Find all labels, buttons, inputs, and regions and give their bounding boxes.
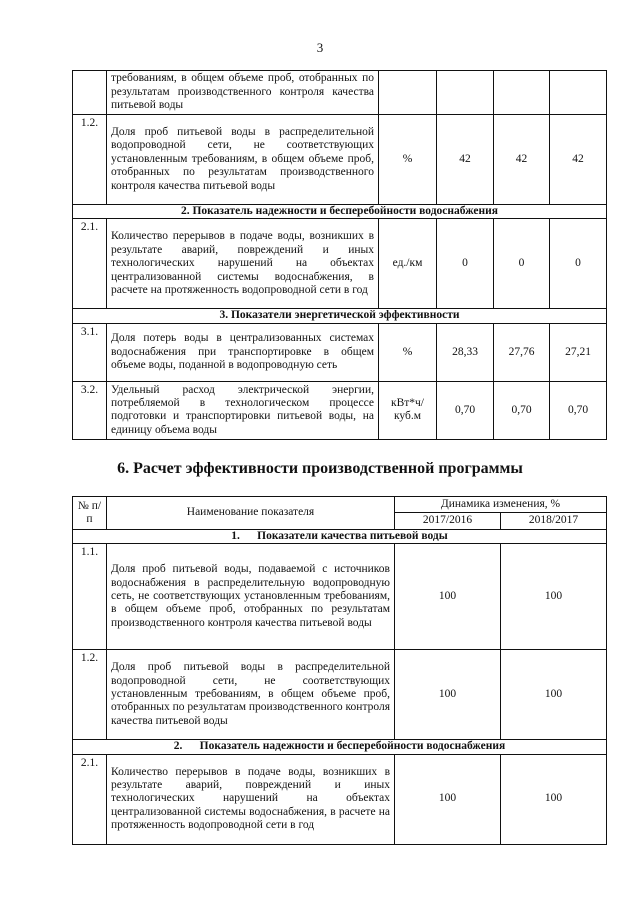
row-number: 1.1.: [73, 544, 107, 650]
header-number: № п/п: [73, 497, 107, 530]
row-description: Удельный расход электрической энергии, потребляемой в технологическом процессе подготовки и транспортировки питьевой воды, на единицу объема воды: [107, 381, 379, 439]
section-row: [73, 529, 607, 543]
table-row: [73, 71, 607, 115]
row-value-2: 0: [494, 219, 550, 309]
row-description: Доля потерь воды в централизованных системах водоснабжения при транспортировке в общем объеме воды, поданной в водопроводную сеть: [107, 323, 379, 381]
row-value-2: 0,70: [494, 381, 550, 439]
table-row: [73, 219, 607, 309]
indicators-table: [72, 70, 607, 440]
row-unit: кВт*ч/ куб.м: [379, 381, 437, 439]
row-value-3: 27,21: [550, 323, 607, 381]
row-description: Доля проб питьевой воды, подаваемой с источников водоснабжения в распределительную водопроводную сеть, не соответствующих установленным требованиям, в общем объеме проб, отобранных по результатам производственного контроля качества питьевой воды: [107, 544, 395, 650]
row-value-1: 0,70: [437, 381, 494, 439]
row-value-2: [494, 71, 550, 115]
row-number: 2.1.: [73, 219, 107, 309]
row-value-1: 0: [437, 219, 494, 309]
row-value-3: [550, 71, 607, 115]
row-value-3: 42: [550, 115, 607, 205]
row-unit: [379, 71, 437, 115]
row-value-1: 100: [395, 754, 501, 844]
row-value-1: 28,33: [437, 323, 494, 381]
page-number: 3: [316, 40, 324, 55]
header-dynamics: Динамика изменения, %: [395, 497, 607, 513]
row-value-2: 100: [501, 544, 607, 650]
section-heading: 1. Показатели качества питьевой воды: [73, 529, 607, 543]
header-period-1: 2017/2016: [395, 513, 501, 529]
row-value-1: 100: [395, 544, 501, 650]
row-value-1: 100: [395, 650, 501, 740]
section-row: [73, 309, 607, 323]
header-row: [73, 497, 607, 513]
section-row: [73, 740, 607, 754]
row-unit: ед./км: [379, 219, 437, 309]
row-description: Количество перерывов в подаче воды, возникших в результате аварий, повреждений и иных технологических нарушений на объектах централизованной системы водоснабжения, в расчете на протяженность водопроводной сети в год: [107, 754, 395, 844]
row-description: Доля проб питьевой воды в распределительной водопроводной сети, не соответствующих установленным требованиям, в общем объеме проб, отобранных по результатам производственного контроля качества питьевой воды: [107, 115, 379, 205]
table-row: [73, 381, 607, 439]
row-number: 1.2.: [73, 115, 107, 205]
table-row: [73, 544, 607, 650]
row-value-3: 0: [550, 219, 607, 309]
section-row: [73, 205, 607, 219]
table-row: [73, 323, 607, 381]
row-description: Количество перерывов в подаче воды, возникших в результате аварий, повреждений и иных технологических нарушений на объектах централизованной системы водоснабжения, в расчете на протяженность водопроводной сети в год: [107, 219, 379, 309]
row-value-1: [437, 71, 494, 115]
row-number: 1.2.: [73, 650, 107, 740]
row-value-2: 100: [501, 650, 607, 740]
row-number: 3.2.: [73, 381, 107, 439]
row-number: [73, 71, 107, 115]
row-value-2: 27,76: [494, 323, 550, 381]
row-value-2: 42: [494, 115, 550, 205]
row-value-2: 100: [501, 754, 607, 844]
row-unit: %: [379, 115, 437, 205]
header-name: Наименование показателя: [107, 497, 395, 530]
row-description: требованиям, в общем объеме проб, отобранных по результатам производственного контроля качества питьевой воды: [107, 71, 379, 115]
section-title: 6. Расчет эффективности производственной программы: [117, 460, 523, 477]
table-row: [73, 115, 607, 205]
section-heading: 3. Показатели энергетической эффективности: [73, 309, 607, 323]
efficiency-table: [72, 496, 607, 845]
header-period-2: 2018/2017: [501, 513, 607, 529]
table-row: [73, 650, 607, 740]
row-unit: %: [379, 323, 437, 381]
row-value-3: 0,70: [550, 381, 607, 439]
section-heading: 2. Показатель надежности и бесперебойности водоснабжения: [73, 740, 607, 754]
row-number: 2.1.: [73, 754, 107, 844]
row-number: 3.1.: [73, 323, 107, 381]
row-value-1: 42: [437, 115, 494, 205]
table-row: [73, 754, 607, 844]
section-heading: 2. Показатель надежности и бесперебойности водоснабжения: [73, 205, 607, 219]
row-description: Доля проб питьевой воды в распределительной водопроводной сети, не соответствующих установленным требованиям, в общем объеме проб, отобранных по результатам производственного контроля качества питьевой воды: [107, 650, 395, 740]
